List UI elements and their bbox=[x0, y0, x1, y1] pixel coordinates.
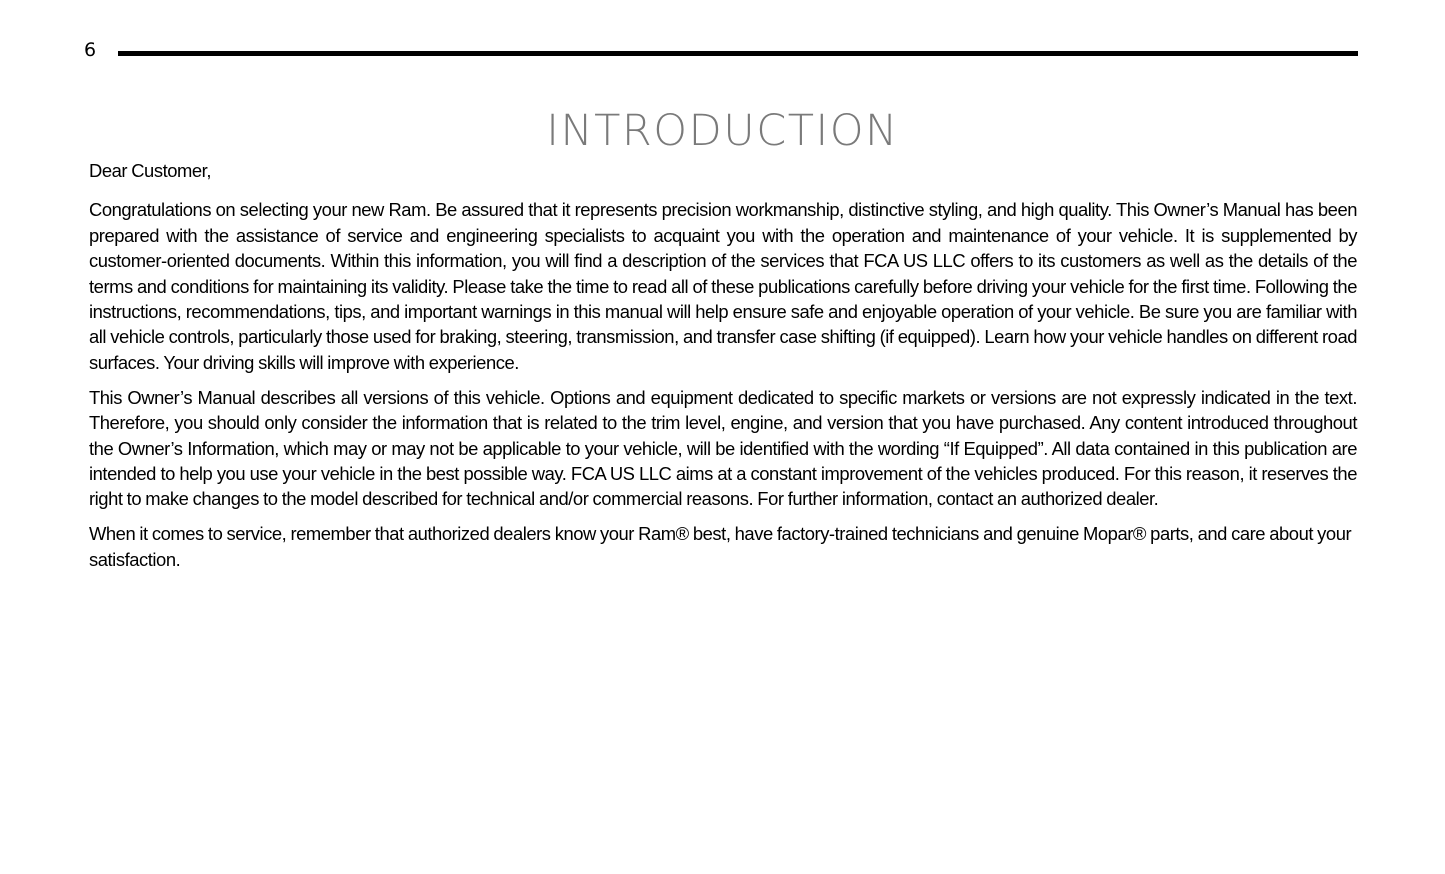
paragraph-congratulations: Congratulations on selecting your new Ram. Be assured that it represents precision workmanship, distinctive styling, and high quality. This Owner’s Manual has been prepared with the assistance of service and engineering specialists to acquaint you with the operation and maintenance of your vehicle. It is supplemented by customer-oriented documents. Within this information, you will find a description of the services that FCA US LLC offers to its customers as well as the details of the terms and conditions for maintaining its validity. Please take the time to read all of these publications carefully before driving your vehicle for the first time. Following the instructions, recommendations, tips, and important warnings in this manual will help ensure safe and enjoyable operation of your vehicle. Be sure you are familiar with all vehicle controls, particularly those used for braking, steering, transmission, and transfer case shifting (if equipped). Learn how your vehicle handles on different road surfaces. Your driving skills will improve with experience. bbox=[89, 199, 1357, 373]
salutation: Dear Customer, bbox=[89, 160, 211, 181]
header-rule bbox=[118, 51, 1358, 56]
paragraph-service: When it comes to service, remember that authorized dealers know your Ram® best, have factory-trained technicians and genuine Mopar® parts, and care about your satisfaction. bbox=[89, 523, 1352, 570]
body-text bbox=[89, 158, 1357, 582]
page-title: INTRODUCTION bbox=[546, 105, 899, 156]
page-number: 6 bbox=[84, 39, 97, 61]
paragraph-versions: This Owner’s Manual describes all versions of this vehicle. Options and equipment dedicated to specific markets or versions are not expressly indicated in the text. Therefore, you should only consider the information that is related to the trim level, engine, and version that you have purchased. Any content introduced throughout the Owner’s Information, which may or may not be applicable to your vehicle, will be identified with the wording “If Equipped”. All data contained in this publication are intended to help you use your vehicle in the best possible way. FCA US LLC aims at a constant improvement of the vehicles produced. For this reason, it reserves the right to make changes to the model described for technical and/or commercial reasons. For further information, contact an authorized dealer. bbox=[89, 386, 1357, 510]
